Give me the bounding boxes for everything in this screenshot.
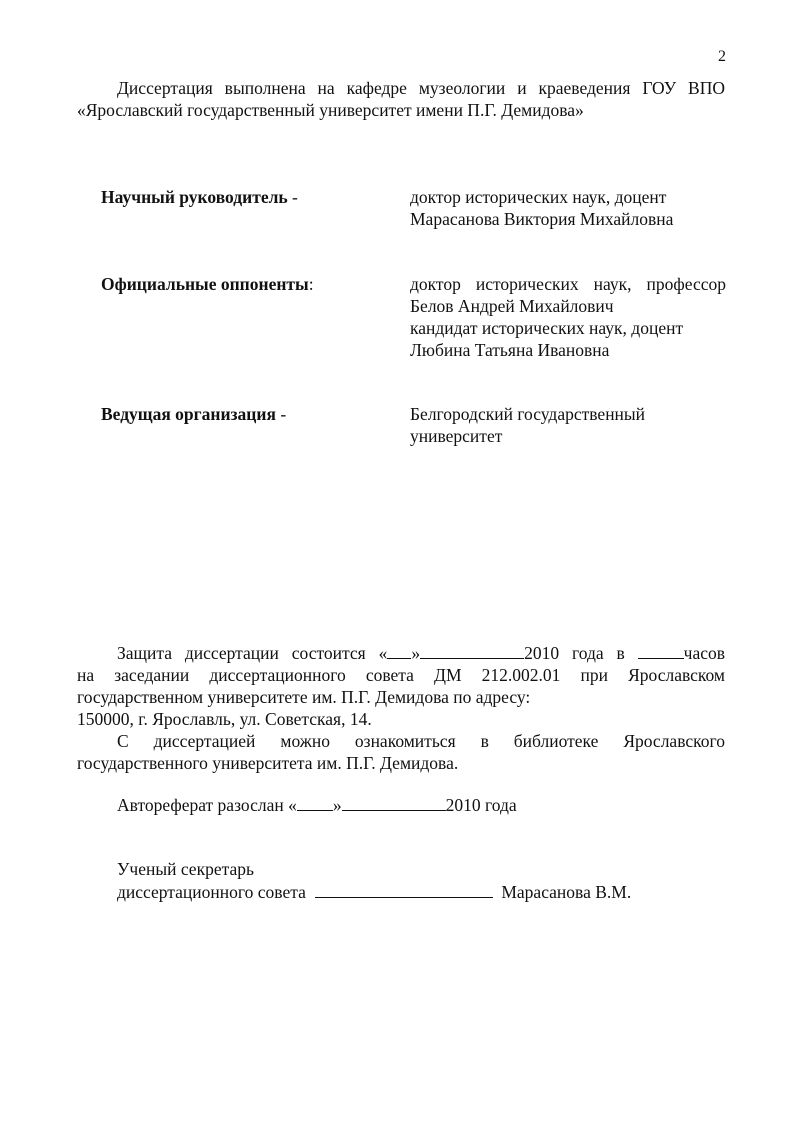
- opponent-2-title: кандидат исторических наук, доцент: [410, 318, 684, 338]
- autoref-day-blank: [297, 793, 333, 811]
- opponent-1-title: доктор исторических наук, профессор: [410, 274, 726, 294]
- defense-line-1: [77, 641, 725, 664]
- intro-line-2: «Ярославский государственный университет имени П.Г. Демидова»: [77, 100, 584, 120]
- day-blank: [387, 641, 411, 659]
- secretary-title: Ученый секретарь: [117, 859, 254, 879]
- opponent-2-name: Любина Татьяна Ивановна: [410, 340, 610, 360]
- opponent-1-name: Белов Андрей Михайлович: [410, 296, 614, 316]
- defense-paragraph: [77, 641, 725, 774]
- lead-org-line-2: университет: [410, 426, 503, 446]
- opponents-label-text: Официальные оппоненты: [101, 274, 309, 294]
- supervisor-label: [101, 186, 298, 208]
- opponents-label: [101, 273, 314, 295]
- autoref-quote-close: »: [332, 795, 342, 815]
- lead-org-label: [101, 403, 286, 425]
- autoref-month-blank: [342, 793, 446, 811]
- supervisor-label-text: Научный руководитель: [101, 187, 288, 207]
- defense-hours: часов: [683, 643, 725, 663]
- defense-line-4: 150000, г. Ярославль, ул. Советская, 14.: [77, 709, 372, 729]
- defense-line-2: на заседании диссертационного совета ДМ 212.002.01 при Ярославском: [77, 665, 725, 685]
- intro-paragraph: [77, 77, 725, 121]
- opponents-label-suffix: :: [308, 274, 314, 294]
- supervisor-line-1: доктор исторических наук, доцент: [410, 187, 667, 207]
- secretary-name: Марасанова В.М.: [501, 882, 632, 902]
- supervisor-label-suffix: -: [287, 187, 298, 207]
- defense-line-5: С диссертацией можно ознакомиться в библиотеке Ярославского: [117, 731, 725, 751]
- secretary-block: [117, 858, 727, 903]
- secretary-council-label: диссертационного совета: [117, 882, 306, 902]
- secretary-line-2: [117, 880, 727, 903]
- supervisor-line-2: Марасанова Виктория Михайловна: [410, 209, 674, 229]
- defense-line-3: государственном университете им. П.Г. Демидова по адресу:: [77, 687, 531, 707]
- lead-org-line-1: Белгородский государственный: [410, 404, 646, 424]
- defense-year: 2010 года в: [524, 643, 638, 663]
- page-number: 2: [718, 48, 726, 65]
- opponents-value: [410, 273, 726, 361]
- lead-org-label-text: Ведущая организация: [101, 404, 276, 424]
- autoref-line: [117, 793, 717, 816]
- defense-line-6: государственного университета им. П.Г. Демидова.: [77, 753, 459, 773]
- signature-blank: [315, 880, 493, 898]
- supervisor-value: [410, 186, 726, 230]
- autoref-year: 2010 года: [445, 795, 517, 815]
- intro-line-1: Диссертация выполнена на кафедре музеологии и краеведения ГОУ ВПО: [117, 78, 725, 98]
- month-blank: [420, 641, 524, 659]
- lead-org-value: [410, 403, 726, 447]
- defense-quote-close: »: [411, 643, 421, 663]
- defense-date-start: Защита диссертации состоится «: [117, 643, 388, 663]
- lead-org-label-suffix: -: [275, 404, 287, 424]
- hours-blank: [638, 641, 684, 659]
- autoref-start: Автореферат разослан «: [117, 795, 297, 815]
